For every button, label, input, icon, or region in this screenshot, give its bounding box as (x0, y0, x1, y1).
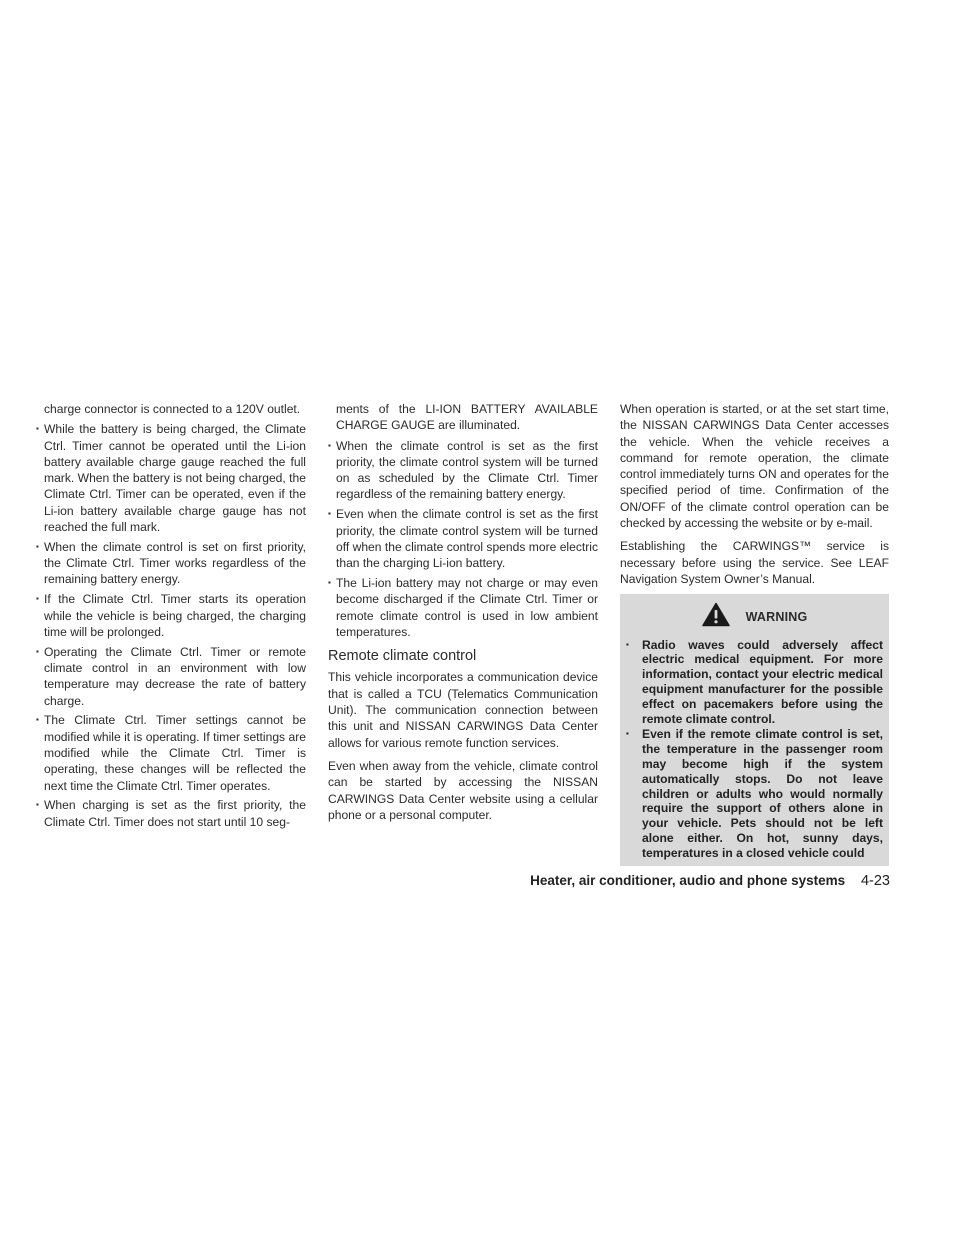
page-number: 4-23 (860, 873, 890, 889)
warning-title: WARNING (745, 609, 808, 624)
paragraph: Even when away from the vehicle, climate control can be started by accessing the NISSAN CARWINGS Data Center website using a cellular phone or a personal computer. (328, 758, 598, 822)
page-footer (530, 873, 890, 889)
bullet-item: ▪ The Climate Ctrl. Timer settings cannot be modified while it is operating. If timer settings are modified while the Climate Ctrl. Timer is operating, these changes will be reflected the next time the Climate Ctrl. Timer operates. (36, 712, 306, 793)
paragraph: When operation is started, or at the set start time, the NISSAN CARWINGS Data Center accesses the vehicle. When the vehicle receives a command for remote operation, the climate control immediately turns ON and operates for the specified period of time. Confirmation of the ON/OFF of the climate control operation can be checked by accessing the website or by e-mail. (620, 402, 889, 531)
warning-item: ▪ Radio waves could adversely affect electric medical equipment. For more information, contact your electric medical equipment manufacturer for the possible effect on pacemakers before using the remote climate control. (626, 638, 883, 727)
bullet-list (36, 421, 306, 830)
bullet-item: ▪ When the climate control is set as the first priority, the climate control system will be turned on as scheduled by the Climate Ctrl. Timer regardless of the remaining battery energy. (328, 438, 598, 503)
column-2 (328, 401, 598, 830)
section-heading: Remote climate control (328, 648, 477, 665)
bullet-item: ▪ If the Climate Ctrl. Timer starts its operation while the vehicle is being charged, the charging time will be prolonged. (36, 591, 306, 640)
bullet-item: ▪ When the climate control is set on first priority, the Climate Ctrl. Timer works regardless of the remaining battery energy. (36, 539, 306, 588)
bullet-item: ▪ When charging is set as the first priority, the Climate Ctrl. Timer does not start until 10 seg- (36, 797, 306, 830)
warning-header (626, 602, 883, 631)
column-3 (620, 401, 889, 866)
bullet-item: ▪ While the battery is being charged, the Climate Ctrl. Timer cannot be operated until the Li-ion battery available charge gauge reached the full mark. When the battery is not being charged, the Climate Ctrl. Timer can be operated, even if the Li-ion battery available charge gauge has not reached the full mark. (36, 421, 306, 535)
bullet-list (328, 438, 598, 641)
bullet-item: ▪ Operating the Climate Ctrl. Timer or remote climate control in an environment with low temperature may decrease the rate of battery charge. (36, 644, 306, 709)
bullet-item: ▪ The Li-ion battery may not charge or may even become discharged if the Climate Ctrl. Timer or remote climate control is used in low ambient temperatures. (328, 575, 598, 640)
warning-item: ▪ Even if the remote climate control is set, the temperature in the passenger room may become high if the system automatically stops. Do not leave children or adults who would normally require the support of others alone in your vehicle. Pets should not be left alone either. On hot, sunny days, temperatures in a closed vehicle could (626, 727, 883, 860)
continued-text: charge connector is connected to a 120V outlet. (44, 402, 301, 416)
column-1 (36, 401, 306, 833)
paragraph: Establishing the CARWINGS™ service is necessary before using the service. See LEAF Navigation System Owner’s Manual. (620, 539, 889, 586)
bullet-item: ▪ Even when the climate control is set as the first priority, the climate control system will be turned off when the climate control spends more electric than the charging Li-ion battery. (328, 506, 598, 571)
warning-list (626, 638, 883, 861)
paragraph: This vehicle incorporates a communication device that is called a TCU (Telematics Communication Unit). The communication connection between this unit and NISSAN CARWINGS Data Center allows for various remote function services. (328, 670, 598, 750)
warning-triangle-icon (702, 602, 730, 631)
continued-text: ments of the LI-ION BATTERY AVAILABLE CHARGE GAUGE are illuminated. (336, 402, 598, 433)
warning-box (620, 594, 889, 865)
footer-section-title: Heater, air conditioner, audio and phone systems (530, 873, 846, 888)
